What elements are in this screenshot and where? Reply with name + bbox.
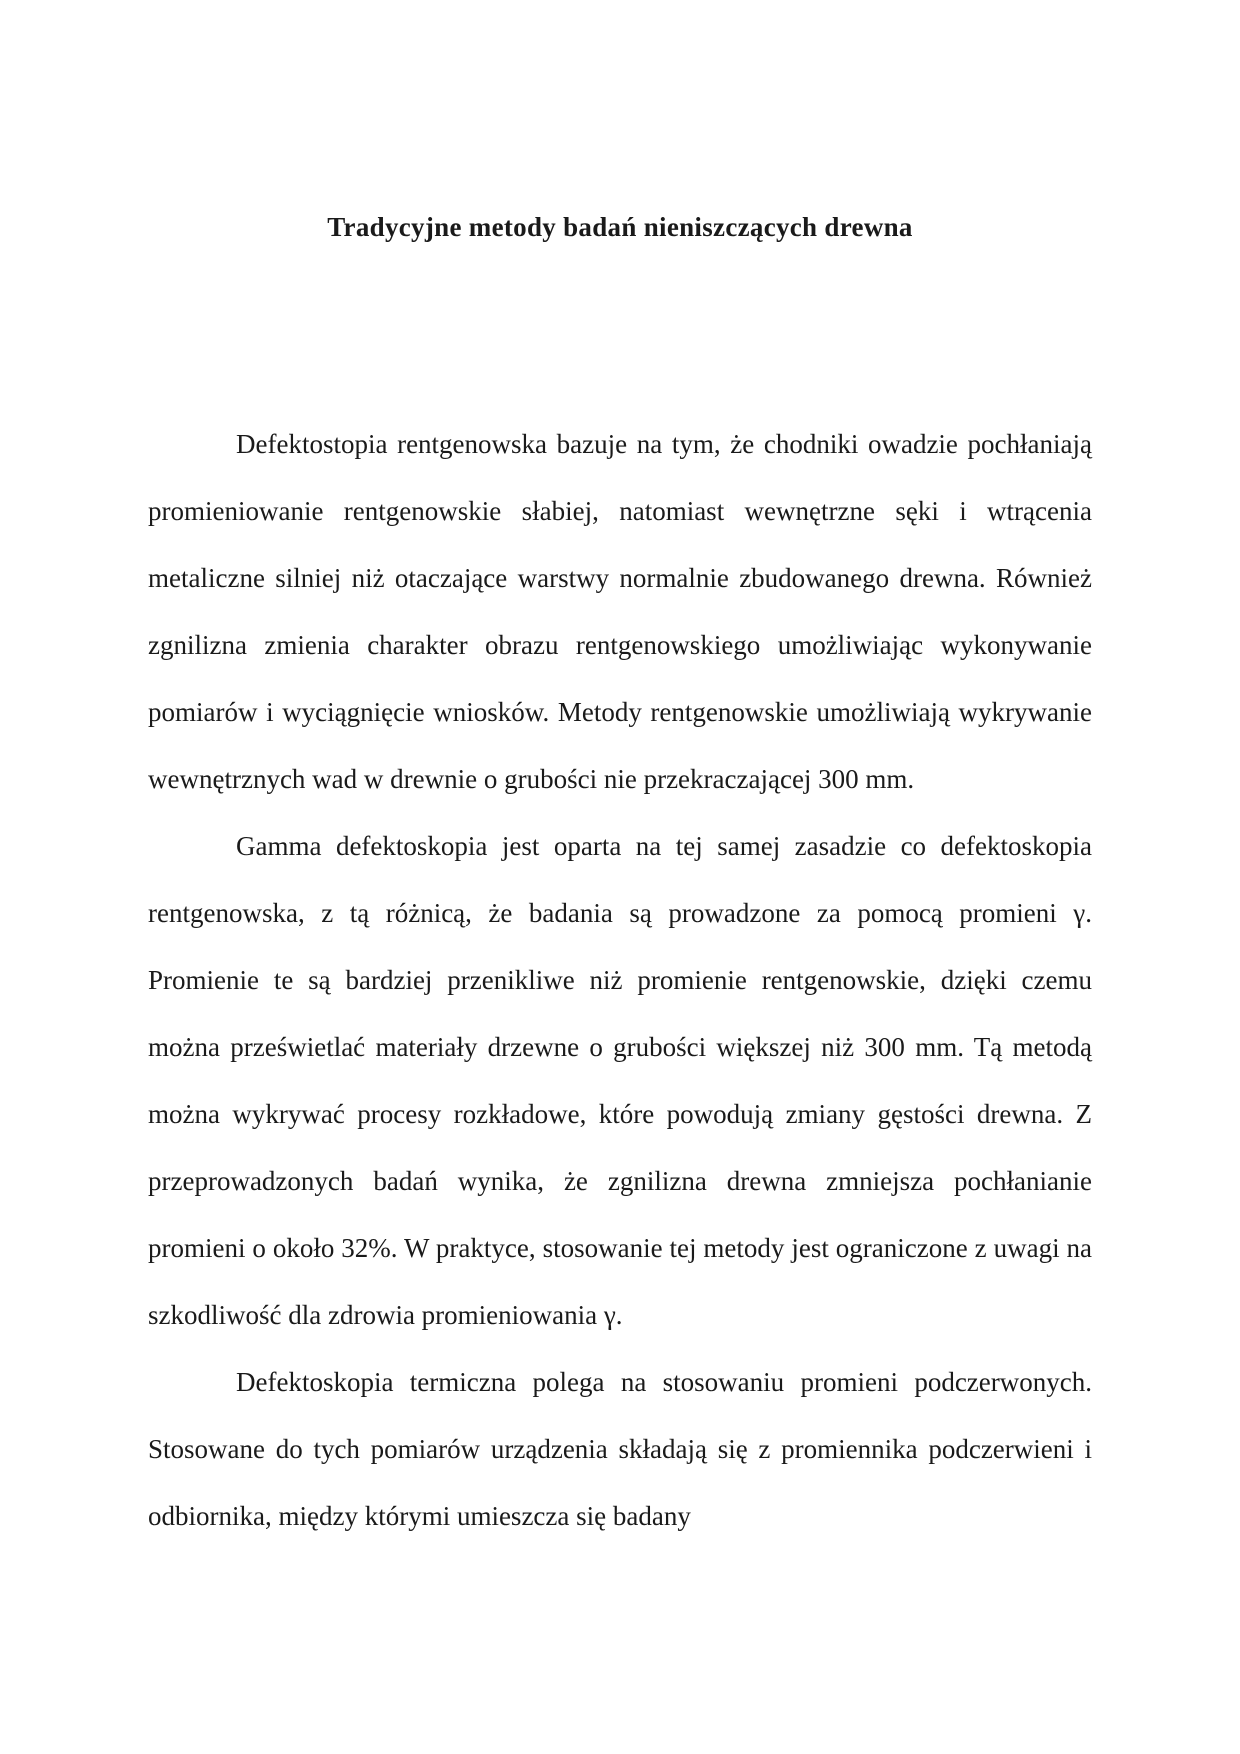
paragraph-xray: Defektostopia rentgenowska bazuje na tym, że chodniki owadzie pochłaniają promieniowanie rentgenowskie słabiej, natomiast wewnętrzne sęki i wtrącenia metaliczne silniej niż otaczające warstwy normalnie zbudowanego drewna. Również zgnilizna zmienia charakter obrazu rentgenowskiego umożliwiając wykonywanie pomiarów i wyciągnięcie wniosków. Metody rentgenowskie umożliwiają wykrywanie wewnętrznych wad w drewnie o grubości nie przekraczającej 300 mm. [148, 429, 1092, 794]
document-title: Tradycyjne metody badań nieniszczących drewna [327, 212, 913, 242]
paragraph-thermal: Defektoskopia termiczna polega na stosowaniu promieni podczerwonych. Stosowane do tych pomiarów urządzenia składają się z promiennika podczerwieni i odbiornika, między którymi umieszcza się badany [148, 1367, 1092, 1531]
paragraph-gamma: Gamma defektoskopia jest oparta na tej samej zasadzie co defektoskopia rentgenowska, z tą różnicą, że badania są prowadzone za pomocą promieni γ. Promienie te są bardziej przenikliwe niż promienie rentgenowskie, dzięki czemu można prześwietlać materiały drzewne o grubości większej niż 300 mm. Tą metodą można wykrywać procesy rozkładowe, które powodują zmiany gęstości drewna. Z przeprowadzonych badań wynika, że zgnilizna drewna zmniejsza pochłanianie promieni o około 32%. W praktyce, stosowanie tej metody jest ograniczone z uwagi na szkodliwość dla zdrowia promieniowania γ. [148, 831, 1092, 1330]
document-body [148, 411, 1092, 1550]
